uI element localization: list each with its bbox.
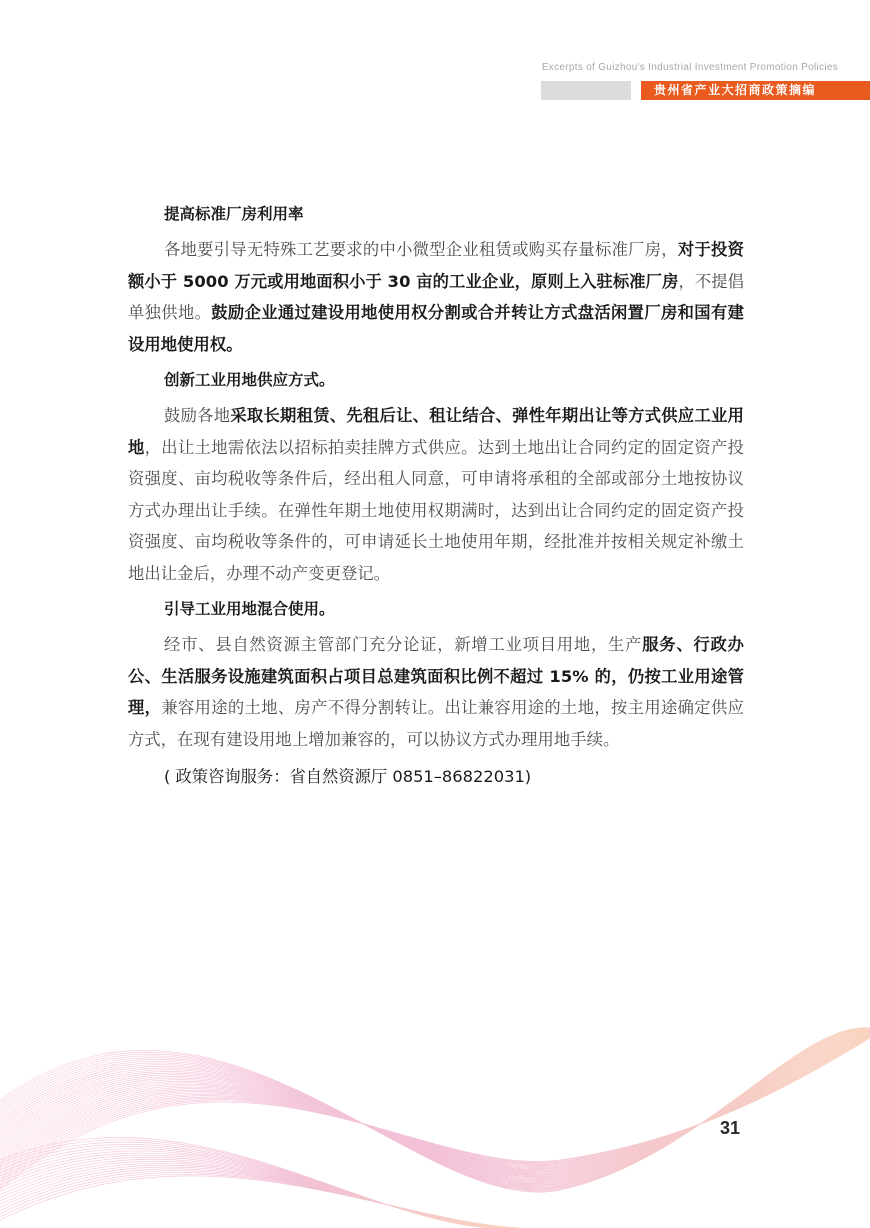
section-heading: 创新工业用地供应方式。 <box>164 371 335 389</box>
paragraph-text: ，出让土地需依法以招标拍卖挂牌方式供应。达到土地出让合同约定的固定资产投资强度、亩均税收等条件后，经出租人同意，可申请将承租的全部或部分土地按协议方式办理出让手续。在弹性年期土地使用权期满时，达到出让合同约定的固定资产投资强度、亩均税收等条件的，可申请延长土地使用年期，经批准并按相关规定补缴土地出让金后，办理不动产变更登记。 <box>128 437 744 583</box>
section-standard-factory <box>128 200 744 360</box>
paragraph-emphasis: 采取长期租赁、先租后让、租让结合、弹性年期出让等方式供应工业用地 <box>128 406 744 457</box>
decorative-wave <box>0 960 870 1228</box>
paragraph-text: 兼容用途的土地、房产不得分割转让。出让兼容用途的土地，按主用途确定供应方式，在现有建设用地上增加兼容的，可以协议方式办理用地手续。 <box>128 698 744 749</box>
section-mixed-use <box>128 595 744 755</box>
paragraph-text: 各地要引导无特殊工艺要求的中小微型企业租赁或购买存量标准厂房， <box>164 240 678 259</box>
contact-info: ( 政策咨询服务：省自然资源厅 0851–86822031) <box>164 767 532 786</box>
header-title-cn: 贵州省产业大招商政策摘编 <box>641 81 870 100</box>
section-heading: 提高标准厂房利用率 <box>164 205 304 223</box>
paragraph-emphasis: 服务、行政办公、生活服务设施建筑面积占项目总建筑面积比例不超过 15% 的，仍按工业用途管理， <box>128 635 744 717</box>
header-grey-bar <box>541 81 631 100</box>
section-heading: 引导工业用地混合使用。 <box>164 600 335 618</box>
paragraph-emphasis: 鼓励企业通过建设用地使用权分割或合并转让方式盘活闲置厂房和国有建设用地使用权。 <box>128 303 744 354</box>
section-paragraph <box>128 234 744 360</box>
main-content <box>128 200 744 793</box>
paragraph-text: ，不提倡单独供地。 <box>128 271 744 322</box>
section-paragraph <box>128 629 744 755</box>
page-number: 31 <box>720 1118 741 1138</box>
paragraph-emphasis: 对于投资额小于 5000 万元或用地面积小于 30 亩的工业企业，原则上入驻标准厂房 <box>128 240 745 291</box>
section-land-supply <box>128 366 744 589</box>
section-paragraph <box>128 400 744 589</box>
header-subtitle-en: Excerpts of Guizhou's Industrial Investment Promotion Policies <box>541 62 838 73</box>
paragraph-text: 经市、县自然资源主管部门充分论证，新增工业项目用地，生产 <box>164 635 643 654</box>
paragraph-text: 鼓励各地 <box>164 406 231 425</box>
